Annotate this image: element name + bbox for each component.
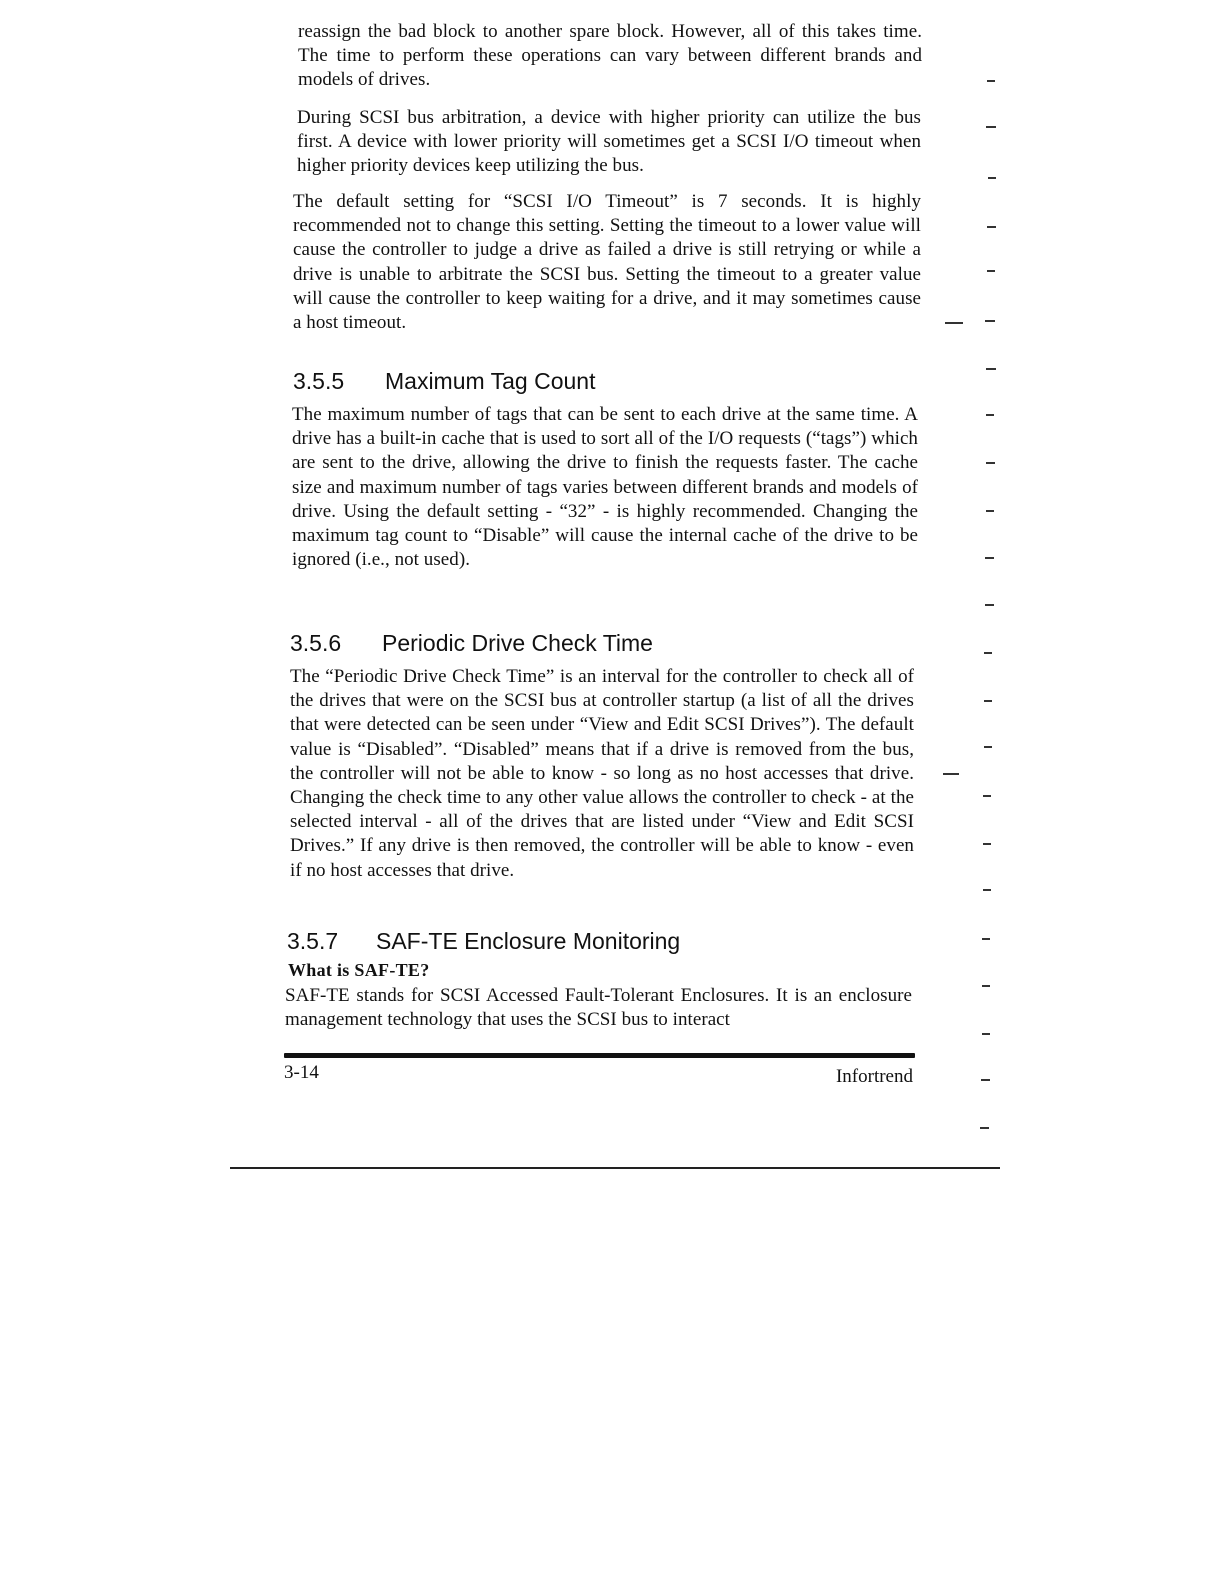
- section-title: Periodic Drive Check Time: [382, 630, 653, 656]
- margin-tick: [980, 1127, 989, 1129]
- section-number: 3.5.6: [290, 630, 342, 656]
- margin-tick: [983, 843, 991, 845]
- margin-tick: [986, 414, 994, 416]
- section-number: 3.5.5: [293, 368, 345, 394]
- margin-tick: [987, 226, 996, 228]
- margin-tick: [983, 795, 991, 797]
- paragraph-bad-block: reassign the bad block to another spare block. However, all of this takes time. The time to perform these operations can vary between different brands and models of drives.: [298, 21, 922, 91]
- margin-tick: [984, 746, 992, 748]
- margin-tick: [982, 938, 990, 940]
- margin-tick: [982, 1033, 990, 1035]
- page-number: 3-14: [284, 1062, 319, 1083]
- paragraph-saf-te: SAF-TE stands for SCSI Accessed Fault-Tolerant Enclosures. It is an enclosure management technology that uses the SCSI bus to interact: [285, 985, 912, 1031]
- margin-tick: [982, 985, 990, 987]
- margin-tick: [943, 773, 959, 775]
- margin-tick: [986, 462, 995, 464]
- paragraph-bus-arbitration: During SCSI bus arbitration, a device with higher priority can utilize the bus first. A device with lower priority will sometimes get a SCSI I/O timeout when higher priority devices keep utilizing the bus.: [297, 107, 921, 177]
- margin-tick: [986, 126, 996, 128]
- section-title: SAF-TE Enclosure Monitoring: [376, 928, 681, 954]
- margin-tick: [985, 557, 994, 559]
- paragraph-io-timeout: The default setting for “SCSI I/O Timeout” is 7 seconds. It is highly recommended not to change this setting. Setting the timeout to a lower value will cause the controller to judge a drive as failed a drive is still retrying or while a drive is unable to arbitrate the SCSI bus. Setting the timeout to a greater value will cause the controller to keep waiting for a drive, and it may sometimes cause a host timeout.: [293, 191, 921, 334]
- margin-tick: [987, 270, 995, 272]
- section-heading-maximum-tag-count: [293, 368, 596, 395]
- margin-tick: [987, 80, 995, 82]
- footer-rule: [284, 1053, 915, 1058]
- section-title: Maximum Tag Count: [385, 368, 596, 394]
- footer-brand: Infortrend: [835, 1066, 913, 1087]
- margin-tick: [945, 322, 963, 324]
- margin-tick: [985, 604, 994, 606]
- section-number: 3.5.7: [287, 928, 339, 954]
- paragraph-periodic-drive-check: The “Periodic Drive Check Time” is an interval for the controller to check all of the drives that were on the SCSI bus at controller startup (a list of all the drives that were detected can be seen under “View and Edit SCSI Drives”). The default value is “Disabled”. “Disabled” means that if a drive is removed from the bus, the controller will not be able to know - so long as no host accesses that drive. Changing the check time to any other value allows the controller to check - at the selected interval - all of the drives that are listed under “View and Edit SCSI Drives.” If any drive is then removed, the controller will be able to know - even if no host accesses that drive.: [290, 666, 914, 881]
- section-heading-saf-te: [287, 928, 680, 955]
- margin-tick: [983, 889, 991, 891]
- margin-tick: [981, 1079, 990, 1081]
- margin-tick: [984, 652, 992, 654]
- margin-tick: [984, 700, 992, 702]
- margin-tick: [988, 177, 996, 179]
- margin-tick: [986, 368, 996, 370]
- paragraph-maximum-tag-count: The maximum number of tags that can be sent to each drive at the same time. A drive has a built-in cache that is used to sort all of the I/O requests (“tags”) which are sent to the drive, allowing the drive to finish the requests faster. The cache size and maximum number of tags varies between different brands and models of drive. Using the default setting - “32” - is highly recommended. Changing the maximum tag count to “Disable” will cause the internal cache of the drive to be ignored (i.e., not used).: [292, 404, 918, 571]
- margin-tick: [986, 510, 994, 512]
- scan-edge-rule: [230, 1167, 1000, 1169]
- margin-tick: [985, 320, 995, 322]
- subheading-what-is-saf-te: What is SAF-TE?: [288, 960, 430, 980]
- section-heading-periodic-drive-check: [290, 630, 653, 657]
